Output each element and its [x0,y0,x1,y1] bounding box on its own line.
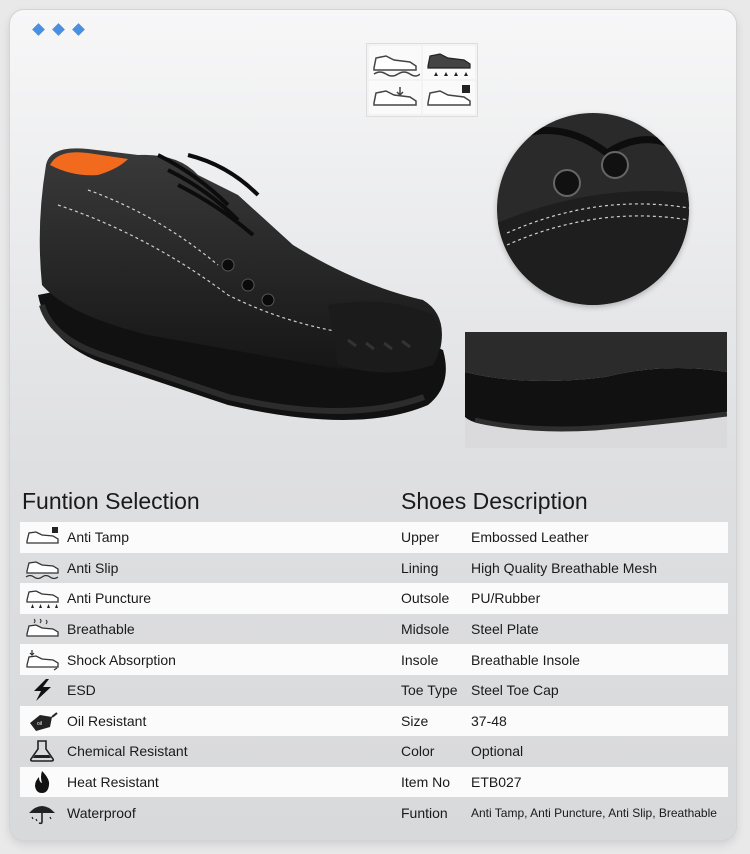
function-label: Oil Resistant [67,712,147,729]
function-label: Chemical Resistant [67,743,188,760]
functions-heading: Funtion Selection [22,488,200,514]
shoe-shock-icon [24,647,60,673]
diamond-icon [72,23,85,36]
description-value: High Quality Breathable Mesh [471,559,657,576]
function-label: Shock Absorption [67,651,176,668]
description-label: Size [401,712,429,729]
description-value: PU/Rubber [471,590,541,607]
function-label: Waterproof [67,804,136,821]
description-value: Steel Plate [471,621,539,638]
description-label: Funtion [401,804,448,821]
decorative-diamonds [34,25,83,34]
table-row [20,767,728,798]
description-value: 37-48 [471,712,507,729]
function-label: Anti Puncture [67,590,152,607]
table-row [20,553,728,584]
sole-detail-image [465,332,727,448]
description-label: Lining [401,559,439,576]
description-label: Color [401,743,435,760]
function-label: Breathable [67,621,135,638]
description-label: Midsole [401,621,450,638]
description-label: Toe Type [401,682,458,699]
function-label: Heat Resistant [67,774,159,791]
shoe-breathable-icon [24,616,60,642]
shoe-puncture-icon [24,585,60,611]
umbrella-icon [24,800,60,826]
description-label: Outsole [401,590,450,607]
table-row [20,614,728,645]
function-label: ESD [67,682,96,699]
description-label: Upper [401,529,440,546]
feature-icon-grid [366,43,478,117]
spec-table [20,522,728,828]
description-label: Item No [401,774,451,791]
table-row [20,675,728,706]
diamond-icon [52,23,65,36]
description-value: Breathable Insole [471,651,580,668]
description-value: Optional [471,743,524,760]
description-value: Anti Tamp, Anti Puncture, Anti Slip, Breathable [471,805,717,820]
shoe-product-image [28,135,448,435]
table-row [20,797,728,828]
table-row [20,583,728,614]
flame-icon [24,769,60,795]
shoe-slip-icon [369,46,421,79]
shoe-shock-icon [369,81,421,114]
flask-icon [24,738,60,764]
function-label: Anti Tamp [67,529,129,546]
shoe-tamp-icon [423,81,475,114]
oil-can-icon [24,708,60,734]
svg-text:oil: oil [37,720,43,727]
shoe-puncture-icon [423,46,475,79]
leather-detail-image [497,113,689,305]
table-row [20,736,728,767]
diamond-icon [32,23,45,36]
description-value: Embossed Leather [471,529,589,546]
description-value: ETB027 [471,774,522,791]
table-row [20,706,728,737]
shoe-slip-icon [24,555,60,581]
product-card [10,10,736,840]
shoe-tamp-icon [24,524,60,550]
table-row [20,522,728,553]
description-heading: Shoes Description [401,488,588,514]
description-label: Insole [401,651,439,668]
function-label: Anti Slip [67,559,119,576]
table-row [20,644,728,675]
lightning-icon [24,677,60,703]
description-value: Steel Toe Cap [471,682,559,699]
